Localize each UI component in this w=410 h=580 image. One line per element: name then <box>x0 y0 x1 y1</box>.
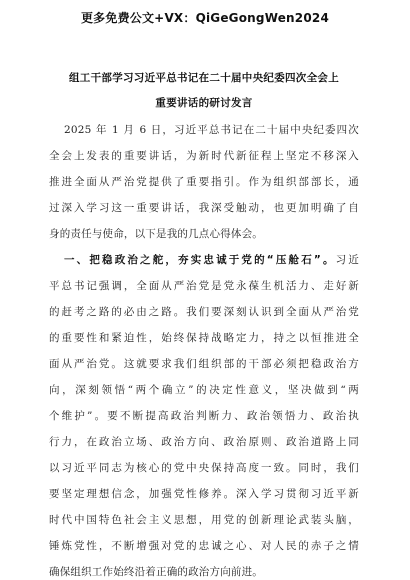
body-line: 推进全面从严治党提供了重要指引。作为组织部部长，通 <box>49 176 359 188</box>
body-line: 行力，在政治立场、政治方向、政治原则、政治道路上同 <box>49 436 359 448</box>
document-title-line-1: 组工干部学习习近平总书记在二十届中央纪委四次全会上 <box>69 72 339 84</box>
body-line: 过深入学习这一重要讲话，我深受触动，也更加明确了自 <box>49 202 359 214</box>
body-line: 锤炼党性，不断增强对党的忠诚之心、对人民的赤子之情 <box>49 540 359 552</box>
body-line: 身的责任与使命，以下是我的几点心得体会。 <box>49 228 263 240</box>
body-line: 全会上发表的重要讲话，为新时代新征程上坚定不移深入 <box>49 150 359 162</box>
heading-tail-text: 习近 <box>335 254 359 266</box>
body-line: 以习近平同志为核心的党中央保持高度一致。同时，我们 <box>49 462 359 474</box>
body-line: 的重要性和紧迫性，始终保持战略定力，持之以恒推进全 <box>49 332 359 344</box>
body-line: 平总书记强调，全面从严治党是党永葆生机活力、走好新 <box>49 280 359 292</box>
body-line: 个维护”。要不断提高政治判断力、政治领悟力、政治执 <box>49 410 359 422</box>
body-line: 的赶考之路的必由之路。我们要深刻认识到全面从严治党 <box>49 306 359 318</box>
body-line: 面从严治党。这就要求我们组织部的干部必须把稳政治方 <box>49 358 359 370</box>
body-line: 2025 年 1 月 6 日，习近平总书记在二十届中央纪委四次 <box>64 124 359 136</box>
section-heading-line <box>64 253 359 267</box>
document-title-line-2: 重要讲话的研讨发言 <box>155 97 253 109</box>
body-line: 确保组织工作始终沿着正确的政治方向前进。 <box>49 566 263 578</box>
body-line: 时代中国特色社会主义思想，用党的创新理论武装头脑， <box>49 514 359 526</box>
body-line: 要坚定理想信念，加强党性修养。深入学习贯彻习近平新 <box>49 488 359 500</box>
body-line: 向，深刻领悟“两个确立”的决定性意义，坚决做到“两 <box>49 384 359 396</box>
promo-header: 更多免费公文+VX：QiGeGongWen2024 <box>80 11 329 25</box>
section-heading: 一、把稳政治之舵，夯实忠诚于党的“压舱石”。 <box>64 254 336 266</box>
